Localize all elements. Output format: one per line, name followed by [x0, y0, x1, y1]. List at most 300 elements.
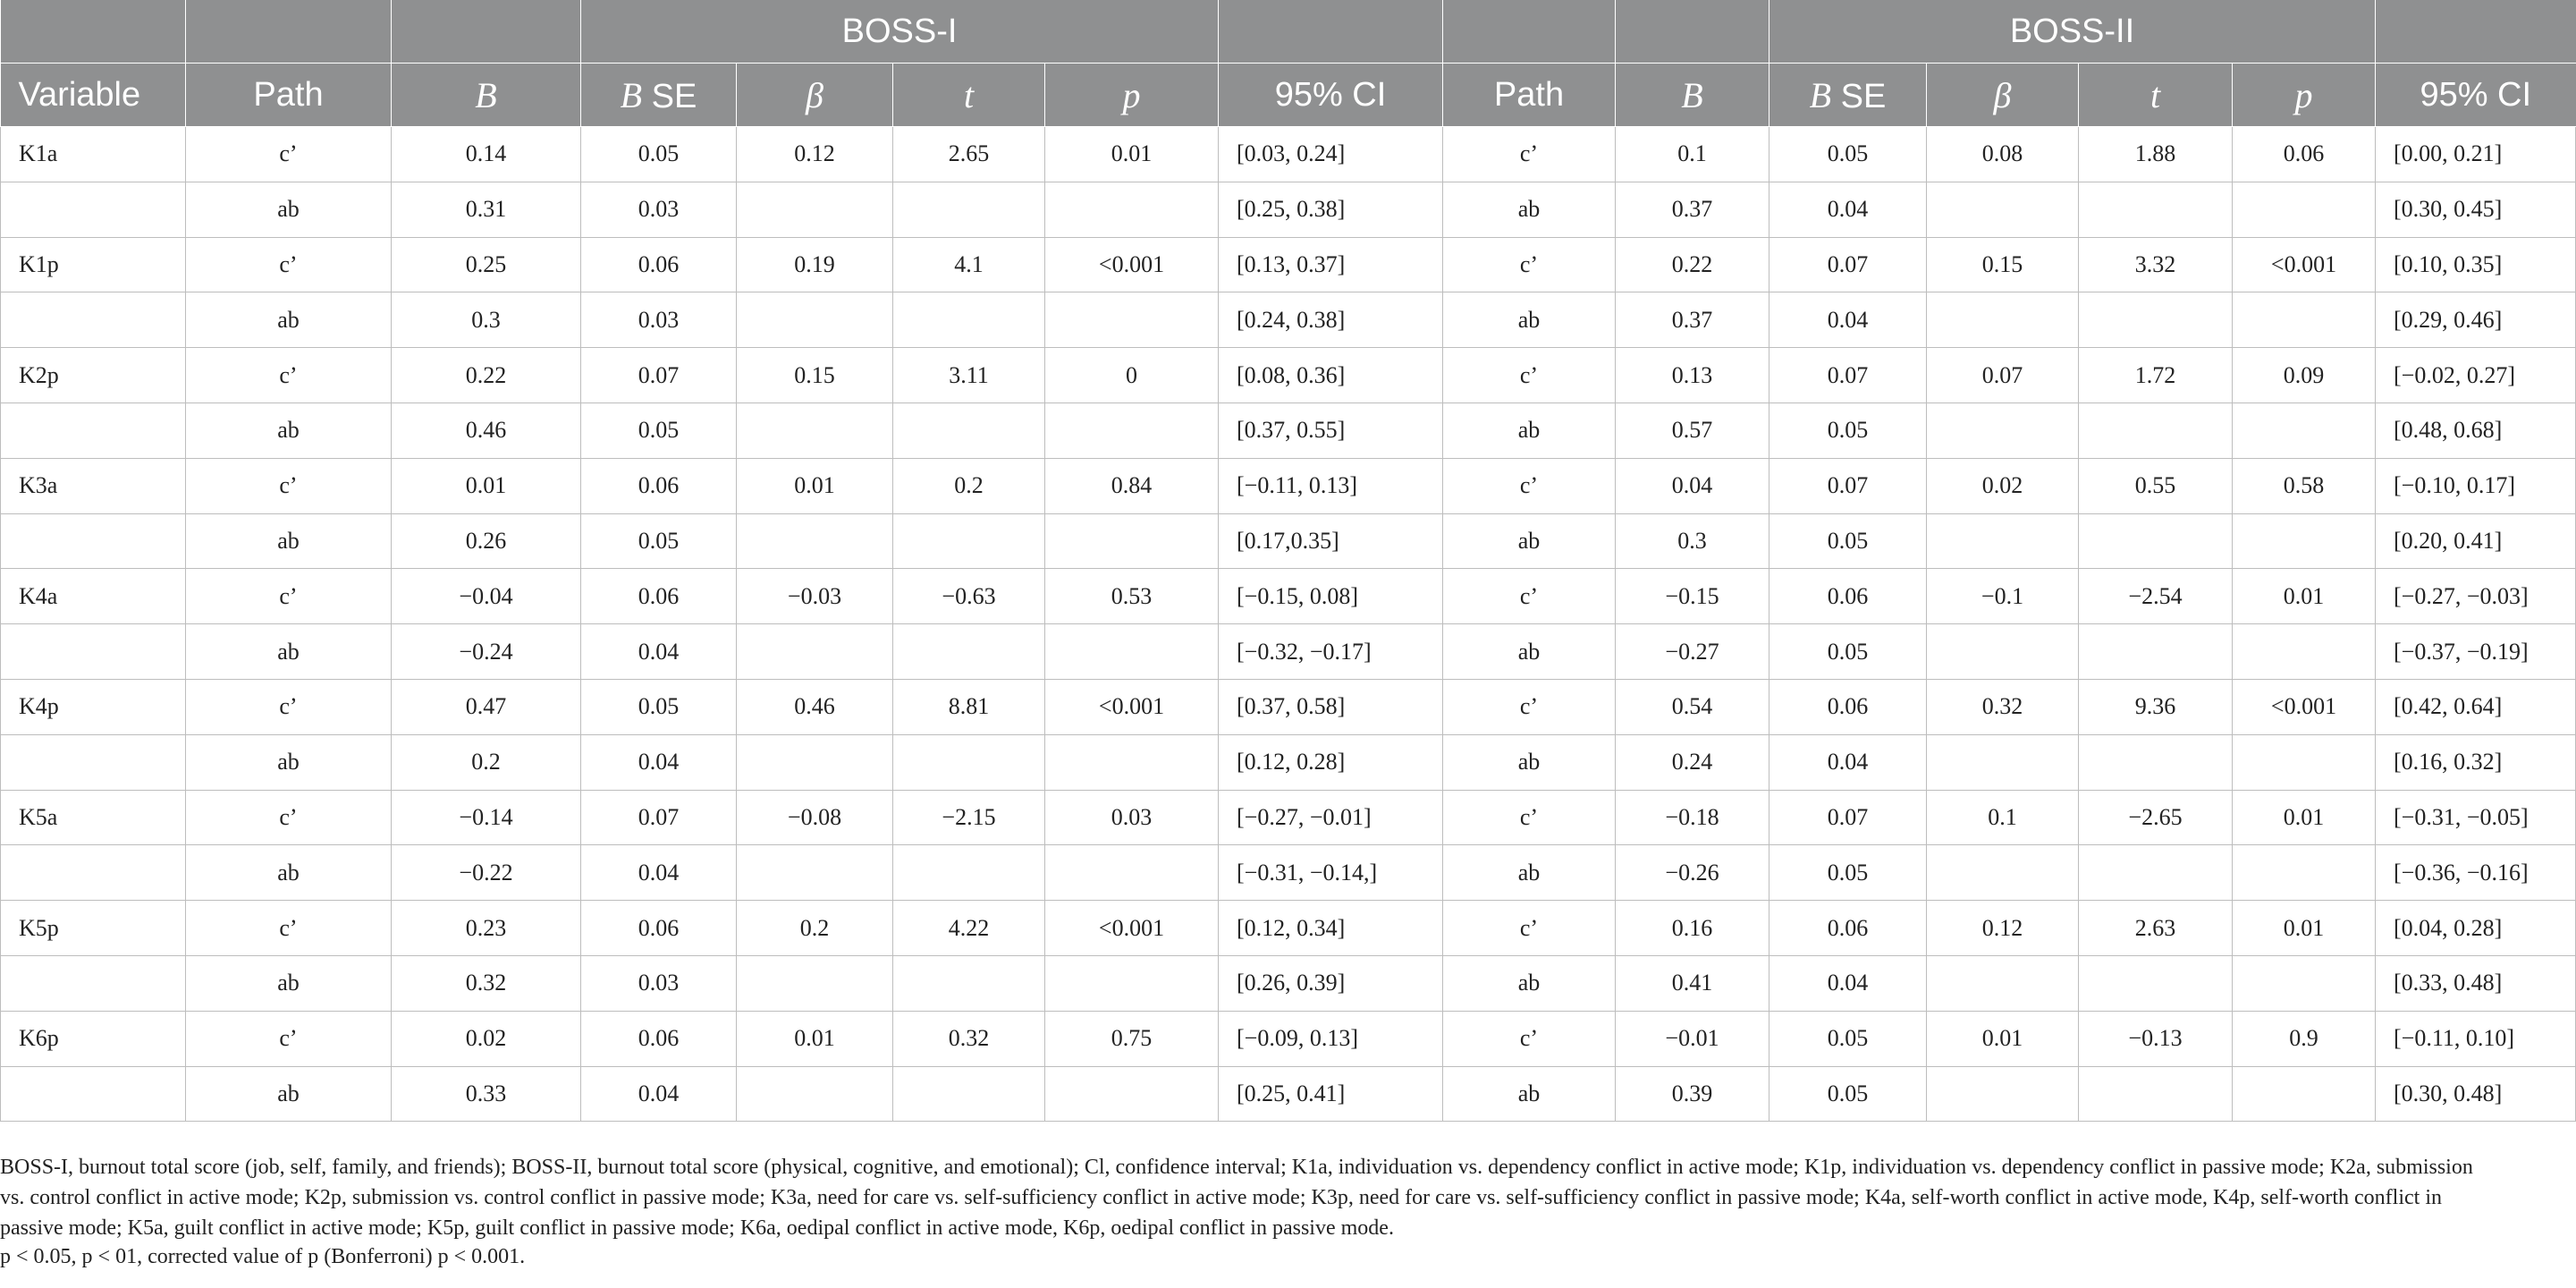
table-row	[1, 292, 2576, 348]
cell-ci-boss-ii: [0.10, 0.35]	[2376, 237, 2576, 292]
cell-path-boss-i: ab	[186, 182, 392, 237]
cell-b-se-boss-i: 0.07	[581, 790, 737, 845]
cell-p-boss-i	[1045, 513, 1219, 569]
cell-t-boss-i	[893, 1066, 1045, 1122]
cell-p-boss-i	[1045, 1066, 1219, 1122]
cell-b-se-boss-ii: 0.05	[1769, 624, 1927, 680]
table-row	[1, 402, 2576, 458]
cell-variable	[1, 402, 186, 458]
group-header-blank	[2376, 0, 2576, 64]
cell-b-boss-i: 0.33	[392, 1066, 581, 1122]
cell-path-boss-i: c’	[186, 679, 392, 734]
cell-b-boss-ii: 0.39	[1616, 1066, 1769, 1122]
cell-beta-boss-i	[737, 624, 893, 680]
cell-ci-boss-ii: [−0.36, −0.16]	[2376, 845, 2576, 901]
cell-b-se-boss-ii: 0.07	[1769, 458, 1927, 513]
cell-b-boss-i: 0.02	[392, 1011, 581, 1066]
column-header-ci: 95% CI	[2376, 64, 2576, 127]
cell-path-boss-i: c’	[186, 1011, 392, 1066]
cell-b-boss-ii: 0.54	[1616, 679, 1769, 734]
cell-ci-boss-ii: [0.29, 0.46]	[2376, 292, 2576, 348]
cell-b-boss-i: 0.46	[392, 402, 581, 458]
table-footnote-significance: p < 0.05, p < 01, corrected value of p (Bonferroni) p < 0.001.	[0, 1245, 526, 1268]
cell-ci-boss-i: [0.37, 0.58]	[1219, 679, 1443, 734]
cell-t-boss-i	[893, 734, 1045, 790]
table-row	[1, 569, 2576, 624]
cell-p-boss-ii: 0.9	[2233, 1011, 2376, 1066]
cell-ci-boss-i: [−0.31, −0.14,]	[1219, 845, 1443, 901]
cell-t-boss-i	[893, 845, 1045, 901]
cell-path-boss-ii: c’	[1443, 458, 1616, 513]
cell-t-boss-ii: 2.63	[2079, 901, 2233, 956]
cell-b-boss-i: −0.04	[392, 569, 581, 624]
cell-path-boss-ii: c’	[1443, 127, 1616, 182]
cell-ci-boss-i: [0.12, 0.28]	[1219, 734, 1443, 790]
cell-b-se-boss-ii: 0.04	[1769, 292, 1927, 348]
cell-t-boss-ii	[2079, 402, 2233, 458]
column-header-b-se: B SE	[1769, 64, 1927, 127]
cell-path-boss-ii: ab	[1443, 624, 1616, 680]
cell-t-boss-ii	[2079, 734, 2233, 790]
cell-t-boss-i: 4.1	[893, 237, 1045, 292]
cell-beta-boss-ii	[1927, 1066, 2079, 1122]
cell-b-se-boss-i: 0.05	[581, 127, 737, 182]
cell-ci-boss-i: [0.37, 0.55]	[1219, 402, 1443, 458]
cell-t-boss-i: −0.63	[893, 569, 1045, 624]
cell-b-boss-ii: −0.18	[1616, 790, 1769, 845]
cell-b-boss-ii: 0.22	[1616, 237, 1769, 292]
cell-t-boss-i: 2.65	[893, 127, 1045, 182]
cell-t-boss-i	[893, 624, 1045, 680]
cell-p-boss-i	[1045, 955, 1219, 1011]
column-header-variable: Variable	[1, 64, 186, 127]
cell-beta-boss-ii: 0.07	[1927, 348, 2079, 403]
cell-variable	[1, 292, 186, 348]
cell-p-boss-ii	[2233, 734, 2376, 790]
cell-ci-boss-i: [−0.27, −0.01]	[1219, 790, 1443, 845]
cell-b-se-boss-i: 0.03	[581, 955, 737, 1011]
cell-beta-boss-ii	[1927, 955, 2079, 1011]
cell-b-boss-ii: −0.15	[1616, 569, 1769, 624]
cell-b-boss-i: 0.47	[392, 679, 581, 734]
cell-path-boss-i: ab	[186, 624, 392, 680]
cell-t-boss-i	[893, 513, 1045, 569]
cell-ci-boss-i: [0.25, 0.41]	[1219, 1066, 1443, 1122]
table-row	[1, 348, 2576, 403]
cell-t-boss-ii	[2079, 513, 2233, 569]
cell-t-boss-ii: −2.65	[2079, 790, 2233, 845]
cell-ci-boss-ii: [−0.37, −0.19]	[2376, 624, 2576, 680]
cell-beta-boss-i: 0.19	[737, 237, 893, 292]
cell-b-se-boss-i: 0.04	[581, 734, 737, 790]
cell-t-boss-ii	[2079, 845, 2233, 901]
cell-ci-boss-i: [0.25, 0.38]	[1219, 182, 1443, 237]
cell-beta-boss-i	[737, 513, 893, 569]
cell-p-boss-ii	[2233, 955, 2376, 1011]
cell-t-boss-i: 4.22	[893, 901, 1045, 956]
cell-t-boss-i	[893, 955, 1045, 1011]
cell-path-boss-ii: ab	[1443, 292, 1616, 348]
cell-b-boss-i: −0.24	[392, 624, 581, 680]
cell-p-boss-i: 0.75	[1045, 1011, 1219, 1066]
cell-path-boss-ii: ab	[1443, 1066, 1616, 1122]
cell-beta-boss-ii: 0.12	[1927, 901, 2079, 956]
cell-ci-boss-ii: [0.30, 0.48]	[2376, 1066, 2576, 1122]
cell-t-boss-ii: 0.55	[2079, 458, 2233, 513]
cell-b-boss-i: 0.26	[392, 513, 581, 569]
cell-path-boss-ii: ab	[1443, 402, 1616, 458]
column-header-p: p	[2233, 64, 2376, 127]
column-header-t: t	[2079, 64, 2233, 127]
cell-b-boss-i: 0.32	[392, 955, 581, 1011]
cell-t-boss-i: 8.81	[893, 679, 1045, 734]
cell-beta-boss-ii: −0.1	[1927, 569, 2079, 624]
cell-beta-boss-ii	[1927, 513, 2079, 569]
cell-b-se-boss-i: 0.07	[581, 348, 737, 403]
cell-path-boss-ii: c’	[1443, 901, 1616, 956]
group-header-boss-ii: BOSS-II	[1769, 0, 2376, 64]
table-row	[1, 127, 2576, 182]
cell-variable: K3a	[1, 458, 186, 513]
cell-ci-boss-ii: [−0.31, −0.05]	[2376, 790, 2576, 845]
cell-beta-boss-ii: 0.1	[1927, 790, 2079, 845]
cell-path-boss-ii: ab	[1443, 513, 1616, 569]
column-header-ci: 95% CI	[1219, 64, 1443, 127]
table-row	[1, 1011, 2576, 1066]
cell-p-boss-ii: 0.58	[2233, 458, 2376, 513]
cell-b-boss-i: 0.23	[392, 901, 581, 956]
cell-p-boss-ii	[2233, 182, 2376, 237]
cell-path-boss-ii: ab	[1443, 734, 1616, 790]
cell-t-boss-ii	[2079, 292, 2233, 348]
cell-b-se-boss-i: 0.05	[581, 513, 737, 569]
cell-b-se-boss-ii: 0.06	[1769, 901, 1927, 956]
cell-t-boss-ii	[2079, 1066, 2233, 1122]
cell-t-boss-ii: 9.36	[2079, 679, 2233, 734]
cell-b-boss-ii: −0.26	[1616, 845, 1769, 901]
cell-b-se-boss-ii: 0.07	[1769, 348, 1927, 403]
cell-ci-boss-i: [0.17,0.35]	[1219, 513, 1443, 569]
cell-b-se-boss-ii: 0.05	[1769, 402, 1927, 458]
cell-variable	[1, 513, 186, 569]
cell-b-se-boss-ii: 0.04	[1769, 182, 1927, 237]
cell-path-boss-i: c’	[186, 790, 392, 845]
cell-beta-boss-i	[737, 182, 893, 237]
group-header-blank	[1616, 0, 1769, 64]
cell-beta-boss-i	[737, 955, 893, 1011]
cell-b-se-boss-i: 0.04	[581, 845, 737, 901]
cell-b-se-boss-i: 0.05	[581, 402, 737, 458]
column-header-path: Path	[1443, 64, 1616, 127]
cell-path-boss-i: ab	[186, 734, 392, 790]
cell-b-boss-ii: 0.04	[1616, 458, 1769, 513]
cell-variable	[1, 1066, 186, 1122]
cell-b-boss-ii: 0.57	[1616, 402, 1769, 458]
cell-b-se-boss-i: 0.06	[581, 458, 737, 513]
cell-p-boss-ii	[2233, 845, 2376, 901]
cell-beta-boss-i: −0.08	[737, 790, 893, 845]
cell-p-boss-i: 0.03	[1045, 790, 1219, 845]
cell-t-boss-ii: 1.72	[2079, 348, 2233, 403]
table-row	[1, 513, 2576, 569]
cell-b-se-boss-i: 0.06	[581, 1011, 737, 1066]
cell-b-se-boss-ii: 0.07	[1769, 790, 1927, 845]
cell-path-boss-i: c’	[186, 901, 392, 956]
cell-ci-boss-i: [0.12, 0.34]	[1219, 901, 1443, 956]
cell-p-boss-i: 0.53	[1045, 569, 1219, 624]
cell-b-se-boss-ii: 0.05	[1769, 845, 1927, 901]
cell-b-se-boss-i: 0.06	[581, 569, 737, 624]
cell-beta-boss-i: −0.03	[737, 569, 893, 624]
cell-b-boss-i: 0.22	[392, 348, 581, 403]
cell-p-boss-ii	[2233, 292, 2376, 348]
cell-ci-boss-ii: [0.00, 0.21]	[2376, 127, 2576, 182]
cell-path-boss-i: ab	[186, 955, 392, 1011]
cell-p-boss-ii: 0.09	[2233, 348, 2376, 403]
cell-p-boss-ii	[2233, 1066, 2376, 1122]
cell-beta-boss-ii: 0.32	[1927, 679, 2079, 734]
cell-t-boss-ii: 1.88	[2079, 127, 2233, 182]
cell-t-boss-ii: −0.13	[2079, 1011, 2233, 1066]
cell-ci-boss-i: [−0.32, −0.17]	[1219, 624, 1443, 680]
cell-beta-boss-i	[737, 402, 893, 458]
cell-b-boss-ii: 0.41	[1616, 955, 1769, 1011]
cell-p-boss-ii: <0.001	[2233, 679, 2376, 734]
cell-variable: K1p	[1, 237, 186, 292]
cell-ci-boss-ii: [−0.11, 0.10]	[2376, 1011, 2576, 1066]
cell-variable: K6p	[1, 1011, 186, 1066]
cell-b-se-boss-ii: 0.05	[1769, 1066, 1927, 1122]
cell-t-boss-i	[893, 402, 1045, 458]
cell-b-boss-i: 0.31	[392, 182, 581, 237]
column-header-p: p	[1045, 64, 1219, 127]
cell-b-boss-ii: 0.1	[1616, 127, 1769, 182]
cell-b-boss-ii: −0.01	[1616, 1011, 1769, 1066]
cell-ci-boss-i: [−0.09, 0.13]	[1219, 1011, 1443, 1066]
column-header-t: t	[893, 64, 1045, 127]
cell-beta-boss-ii: 0.02	[1927, 458, 2079, 513]
cell-b-se-boss-ii: 0.04	[1769, 734, 1927, 790]
table-row	[1, 182, 2576, 237]
cell-b-se-boss-i: 0.03	[581, 292, 737, 348]
table-row	[1, 679, 2576, 734]
cell-p-boss-ii: 0.01	[2233, 901, 2376, 956]
cell-beta-boss-ii: 0.15	[1927, 237, 2079, 292]
cell-beta-boss-ii	[1927, 734, 2079, 790]
cell-t-boss-ii	[2079, 182, 2233, 237]
cell-ci-boss-i: [0.24, 0.38]	[1219, 292, 1443, 348]
cell-ci-boss-ii: [0.16, 0.32]	[2376, 734, 2576, 790]
table-row	[1, 458, 2576, 513]
cell-path-boss-i: ab	[186, 402, 392, 458]
cell-p-boss-ii: 0.01	[2233, 790, 2376, 845]
cell-path-boss-i: c’	[186, 458, 392, 513]
cell-path-boss-ii: c’	[1443, 679, 1616, 734]
cell-variable: K4a	[1, 569, 186, 624]
cell-path-boss-ii: c’	[1443, 348, 1616, 403]
table-row	[1, 1066, 2576, 1122]
group-header-blank	[392, 0, 581, 64]
cell-t-boss-ii	[2079, 955, 2233, 1011]
cell-beta-boss-i	[737, 734, 893, 790]
cell-b-boss-ii: 0.13	[1616, 348, 1769, 403]
cell-variable	[1, 955, 186, 1011]
cell-ci-boss-ii: [−0.10, 0.17]	[2376, 458, 2576, 513]
cell-path-boss-ii: ab	[1443, 845, 1616, 901]
cell-p-boss-ii: 0.01	[2233, 569, 2376, 624]
cell-b-se-boss-ii: 0.06	[1769, 569, 1927, 624]
cell-beta-boss-ii	[1927, 292, 2079, 348]
cell-path-boss-i: ab	[186, 513, 392, 569]
cell-p-boss-i: 0.01	[1045, 127, 1219, 182]
cell-p-boss-ii	[2233, 513, 2376, 569]
cell-variable	[1, 734, 186, 790]
cell-t-boss-i: 0.32	[893, 1011, 1045, 1066]
cell-p-boss-i	[1045, 734, 1219, 790]
cell-p-boss-i	[1045, 402, 1219, 458]
cell-p-boss-i: <0.001	[1045, 237, 1219, 292]
table-row	[1, 845, 2576, 901]
table-row	[1, 790, 2576, 845]
cell-path-boss-ii: c’	[1443, 569, 1616, 624]
table-row	[1, 734, 2576, 790]
cell-ci-boss-i: [0.08, 0.36]	[1219, 348, 1443, 403]
cell-beta-boss-i: 0.01	[737, 1011, 893, 1066]
cell-path-boss-ii: c’	[1443, 237, 1616, 292]
cell-b-boss-i: 0.01	[392, 458, 581, 513]
cell-t-boss-i	[893, 182, 1045, 237]
cell-b-boss-i: 0.3	[392, 292, 581, 348]
column-header-b: B	[1616, 64, 1769, 127]
cell-ci-boss-ii: [0.33, 0.48]	[2376, 955, 2576, 1011]
cell-beta-boss-ii: 0.01	[1927, 1011, 2079, 1066]
cell-beta-boss-i: 0.2	[737, 901, 893, 956]
cell-path-boss-ii: c’	[1443, 790, 1616, 845]
cell-beta-boss-i: 0.15	[737, 348, 893, 403]
cell-beta-boss-ii	[1927, 182, 2079, 237]
cell-b-se-boss-ii: 0.04	[1769, 955, 1927, 1011]
cell-variable	[1, 182, 186, 237]
group-header-boss-i: BOSS-I	[581, 0, 1219, 64]
cell-b-boss-i: 0.25	[392, 237, 581, 292]
cell-beta-boss-ii	[1927, 845, 2079, 901]
table-footnote-abbreviations: BOSS-I, burnout total score (job, self, family, and friends); BOSS-II, burnout total score (physical, cognitive, and emotional); Cl, confidence interval; K1a, individuation vs. dependency conflict in active mode; K1p, individuation vs. dependency conflict in passive mode; K2a, submission vs. control conflict in active mode; K2p, submission vs. control conflict in passive mode; K3a, need for care vs. self-sufficiency conflict in active mode; K3p, need for care vs. self-sufficiency conflict in passive mode; K4a, self-worth conflict in active mode, K4p, self-worth conflict in passive mode; K5a, guilt conflict in active mode; K5p, guilt conflict in passive mode; K6a, oedipal conflict in active mode, K6p, oedipal conflict in passive mode.	[0, 1156, 2473, 1240]
cell-ci-boss-i: [0.13, 0.37]	[1219, 237, 1443, 292]
cell-variable: K5p	[1, 901, 186, 956]
cell-b-boss-ii: 0.24	[1616, 734, 1769, 790]
cell-b-se-boss-ii: 0.05	[1769, 127, 1927, 182]
cell-p-boss-i	[1045, 845, 1219, 901]
cell-beta-boss-i	[737, 1066, 893, 1122]
cell-b-se-boss-ii: 0.07	[1769, 237, 1927, 292]
cell-p-boss-i: <0.001	[1045, 901, 1219, 956]
cell-b-boss-ii: 0.3	[1616, 513, 1769, 569]
cell-ci-boss-i: [0.03, 0.24]	[1219, 127, 1443, 182]
cell-t-boss-ii	[2079, 624, 2233, 680]
cell-beta-boss-i: 0.12	[737, 127, 893, 182]
cell-variable: K1a	[1, 127, 186, 182]
cell-b-se-boss-i: 0.04	[581, 624, 737, 680]
cell-beta-boss-i	[737, 292, 893, 348]
cell-path-boss-i: ab	[186, 1066, 392, 1122]
cell-path-boss-ii: ab	[1443, 955, 1616, 1011]
cell-t-boss-i	[893, 292, 1045, 348]
cell-variable: K5a	[1, 790, 186, 845]
cell-variable: K2p	[1, 348, 186, 403]
cell-b-boss-ii: 0.37	[1616, 182, 1769, 237]
cell-ci-boss-ii: [−0.02, 0.27]	[2376, 348, 2576, 403]
cell-ci-boss-ii: [0.48, 0.68]	[2376, 402, 2576, 458]
cell-p-boss-ii: <0.001	[2233, 237, 2376, 292]
cell-b-se-boss-ii: 0.05	[1769, 1011, 1927, 1066]
table-row	[1, 237, 2576, 292]
table-body	[1, 127, 2576, 1122]
cell-path-boss-ii: c’	[1443, 1011, 1616, 1066]
cell-path-boss-i: c’	[186, 569, 392, 624]
cell-path-boss-i: c’	[186, 127, 392, 182]
group-header-blank	[186, 0, 392, 64]
cell-path-boss-i: ab	[186, 845, 392, 901]
cell-b-se-boss-ii: 0.06	[1769, 679, 1927, 734]
cell-p-boss-i: <0.001	[1045, 679, 1219, 734]
cell-b-boss-ii: −0.27	[1616, 624, 1769, 680]
cell-beta-boss-i: 0.46	[737, 679, 893, 734]
cell-b-se-boss-ii: 0.05	[1769, 513, 1927, 569]
cell-t-boss-i: 3.11	[893, 348, 1045, 403]
cell-t-boss-i: −2.15	[893, 790, 1045, 845]
cell-p-boss-ii	[2233, 624, 2376, 680]
column-header-row	[1, 64, 2576, 127]
cell-variable	[1, 624, 186, 680]
table-row	[1, 901, 2576, 956]
cell-ci-boss-ii: [0.04, 0.28]	[2376, 901, 2576, 956]
cell-t-boss-ii: 3.32	[2079, 237, 2233, 292]
cell-p-boss-ii	[2233, 402, 2376, 458]
cell-ci-boss-ii: [0.20, 0.41]	[2376, 513, 2576, 569]
cell-path-boss-ii: ab	[1443, 182, 1616, 237]
table-row	[1, 955, 2576, 1011]
cell-b-se-boss-i: 0.03	[581, 182, 737, 237]
column-header-b: B	[392, 64, 581, 127]
cell-beta-boss-i	[737, 845, 893, 901]
column-header-beta: β	[1927, 64, 2079, 127]
cell-variable: K4p	[1, 679, 186, 734]
cell-path-boss-i: ab	[186, 292, 392, 348]
group-header-blank	[1443, 0, 1616, 64]
cell-beta-boss-i: 0.01	[737, 458, 893, 513]
cell-ci-boss-i: [−0.15, 0.08]	[1219, 569, 1443, 624]
column-header-beta: β	[737, 64, 893, 127]
cell-b-se-boss-i: 0.06	[581, 901, 737, 956]
cell-b-se-boss-i: 0.05	[581, 679, 737, 734]
cell-b-boss-ii: 0.37	[1616, 292, 1769, 348]
group-header-row	[1, 0, 2576, 64]
cell-beta-boss-ii	[1927, 624, 2079, 680]
cell-beta-boss-ii	[1927, 402, 2079, 458]
cell-ci-boss-ii: [0.42, 0.64]	[2376, 679, 2576, 734]
cell-p-boss-i	[1045, 624, 1219, 680]
cell-t-boss-i: 0.2	[893, 458, 1045, 513]
cell-path-boss-i: c’	[186, 237, 392, 292]
cell-t-boss-ii: −2.54	[2079, 569, 2233, 624]
cell-b-boss-i: −0.14	[392, 790, 581, 845]
cell-ci-boss-i: [−0.11, 0.13]	[1219, 458, 1443, 513]
cell-b-boss-i: 0.2	[392, 734, 581, 790]
cell-b-se-boss-i: 0.06	[581, 237, 737, 292]
group-header-blank	[1, 0, 186, 64]
cell-variable	[1, 845, 186, 901]
cell-b-boss-ii: 0.16	[1616, 901, 1769, 956]
